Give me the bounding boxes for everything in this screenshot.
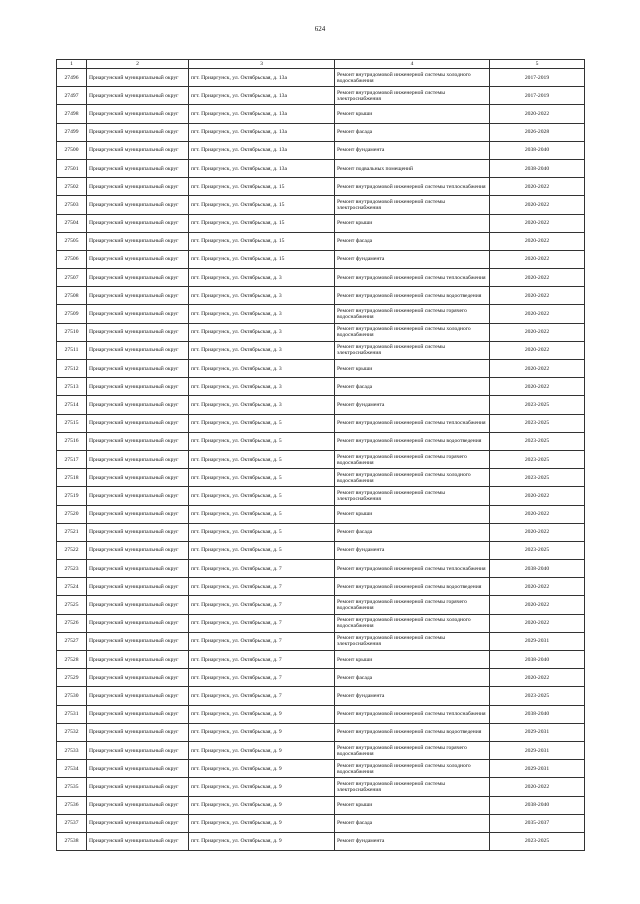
row-number: 27510 [57,323,87,341]
address-cell: пгт. Приаргунск, ул. Октябрьская, д. 3 [189,269,335,287]
row-number: 27533 [57,741,87,759]
municipality-cell: Приаргунский муниципальный округ [87,469,189,487]
table-row [57,651,585,669]
table-row [57,541,585,559]
work-type-cell: Ремонт внутридомовой инженерной системы холодного водоснабжения [335,614,490,632]
table-row [57,123,585,141]
table-row [57,760,585,778]
table-row [57,614,585,632]
period-cell: 2020-2022 [490,487,585,505]
address-cell: пгт. Приаргунск, ул. Октябрьская, д. 13а [189,141,335,159]
table-row [57,560,585,578]
address-cell: пгт. Приаргунск, ул. Октябрьская, д. 9 [189,832,335,850]
municipality-cell: Приаргунский муниципальный округ [87,432,189,450]
period-cell: 2020-2022 [490,178,585,196]
row-number: 27497 [57,87,87,105]
table-row [57,687,585,705]
work-type-cell: Ремонт внутридомовой инженерной системы горячего водоснабжения [335,596,490,614]
row-number: 27526 [57,614,87,632]
municipality-cell: Приаргунский муниципальный округ [87,341,189,359]
work-type-cell: Ремонт фундамента [335,396,490,414]
period-cell: 2023-2025 [490,687,585,705]
row-number: 27529 [57,669,87,687]
work-type-cell: Ремонт крыши [335,505,490,523]
municipality-cell: Приаргунский муниципальный округ [87,196,189,214]
work-type-cell: Ремонт внутридомовой инженерной системы теплоснабжения [335,178,490,196]
row-number: 27516 [57,432,87,450]
table-row [57,578,585,596]
period-cell: 2020-2022 [490,614,585,632]
row-number: 27502 [57,178,87,196]
municipality-cell: Приаргунский муниципальный округ [87,705,189,723]
work-type-cell: Ремонт внутридомовой инженерной системы водоотведения [335,578,490,596]
municipality-cell: Приаргунский муниципальный округ [87,87,189,105]
table-row [57,214,585,232]
table-row [57,287,585,305]
period-cell: 2038-2040 [490,651,585,669]
municipality-cell: Приаргунский муниципальный округ [87,578,189,596]
table-row [57,396,585,414]
table-row [57,796,585,814]
address-cell: пгт. Приаргунск, ул. Октябрьская, д. 7 [189,614,335,632]
address-cell: пгт. Приаргунск, ул. Октябрьская, д. 5 [189,469,335,487]
work-type-cell: Ремонт фасада [335,378,490,396]
address-cell: пгт. Приаргунск, ул. Октябрьская, д. 9 [189,705,335,723]
table-row [57,723,585,741]
work-type-cell: Ремонт фасада [335,123,490,141]
address-cell: пгт. Приаргунск, ул. Октябрьская, д. 5 [189,432,335,450]
table-row [57,250,585,268]
table-row [57,432,585,450]
work-type-cell: Ремонт внутридомовой инженерной системы горячего водоснабжения [335,741,490,759]
work-type-cell: Ремонт внутридомовой инженерной системы теплоснабжения [335,414,490,432]
period-cell: 2029-2031 [490,760,585,778]
row-number: 27514 [57,396,87,414]
table-row [57,141,585,159]
municipality-cell: Приаргунский муниципальный округ [87,832,189,850]
municipality-cell: Приаргунский муниципальный округ [87,396,189,414]
work-type-cell: Ремонт внутридомовой инженерной системы водоотведения [335,723,490,741]
row-number: 27532 [57,723,87,741]
row-number: 27520 [57,505,87,523]
row-number: 27498 [57,105,87,123]
address-cell: пгт. Приаргунск, ул. Октябрьская, д. 9 [189,760,335,778]
row-number: 27535 [57,778,87,796]
table-row [57,87,585,105]
column-header: 1 [57,60,87,69]
period-cell: 2020-2022 [490,341,585,359]
period-cell: 2017-2019 [490,87,585,105]
row-number: 27504 [57,214,87,232]
address-cell: пгт. Приаргунск, ул. Октябрьская, д. 7 [189,687,335,705]
address-cell: пгт. Приаргунск, ул. Октябрьская, д. 15 [189,178,335,196]
row-number: 27517 [57,450,87,468]
period-cell: 2023-2025 [490,469,585,487]
municipality-cell: Приаргунский муниципальный округ [87,687,189,705]
repair-schedule-table [56,59,585,851]
table-row [57,323,585,341]
municipality-cell: Приаргунский муниципальный округ [87,323,189,341]
period-cell: 2020-2022 [490,669,585,687]
work-type-cell: Ремонт крыши [335,105,490,123]
row-number: 27515 [57,414,87,432]
address-cell: пгт. Приаргунск, ул. Октябрьская, д. 3 [189,305,335,323]
municipality-cell: Приаргунский муниципальный округ [87,541,189,559]
period-cell: 2038-2040 [490,141,585,159]
table-body [57,69,585,851]
address-cell: пгт. Приаргунск, ул. Октябрьская, д. 7 [189,669,335,687]
period-cell: 2038-2040 [490,159,585,177]
work-type-cell: Ремонт внутридомовой инженерной системы электроснабжения [335,632,490,650]
municipality-cell: Приаргунский муниципальный округ [87,523,189,541]
table-row [57,669,585,687]
work-type-cell: Ремонт фасада [335,814,490,832]
period-cell: 2017-2019 [490,69,585,87]
table-row [57,232,585,250]
municipality-cell: Приаргунский муниципальный округ [87,232,189,250]
municipality-cell: Приаргунский муниципальный округ [87,614,189,632]
work-type-cell: Ремонт внутридомовой инженерной системы холодного водоснабжения [335,69,490,87]
address-cell: пгт. Приаргунск, ул. Октябрьская, д. 9 [189,723,335,741]
table-row [57,105,585,123]
municipality-cell: Приаргунский муниципальный округ [87,450,189,468]
municipality-cell: Приаргунский муниципальный округ [87,287,189,305]
address-cell: пгт. Приаргунск, ул. Октябрьская, д. 9 [189,814,335,832]
table-row [57,505,585,523]
address-cell: пгт. Приаргунск, ул. Октябрьская, д. 13а [189,87,335,105]
address-cell: пгт. Приаргунск, ул. Октябрьская, д. 3 [189,360,335,378]
address-cell: пгт. Приаргунск, ул. Октябрьская, д. 15 [189,196,335,214]
table-row [57,341,585,359]
address-cell: пгт. Приаргунск, ул. Октябрьская, д. 3 [189,378,335,396]
work-type-cell: Ремонт внутридомовой инженерной системы электроснабжения [335,196,490,214]
row-number: 27501 [57,159,87,177]
table-row [57,196,585,214]
row-number: 27507 [57,269,87,287]
address-cell: пгт. Приаргунск, ул. Октябрьская, д. 13а [189,159,335,177]
row-number: 27523 [57,560,87,578]
work-type-cell: Ремонт внутридомовой инженерной системы горячего водоснабжения [335,450,490,468]
municipality-cell: Приаргунский муниципальный округ [87,760,189,778]
work-type-cell: Ремонт крыши [335,651,490,669]
work-type-cell: Ремонт внутридомовой инженерной системы горячего водоснабжения [335,305,490,323]
row-number: 27522 [57,541,87,559]
row-number: 27496 [57,69,87,87]
row-number: 27538 [57,832,87,850]
column-header: 2 [87,60,189,69]
period-cell: 2020-2022 [490,378,585,396]
column-header: 5 [490,60,585,69]
municipality-cell: Приаргунский муниципальный округ [87,796,189,814]
period-cell: 2020-2022 [490,250,585,268]
row-number: 27519 [57,487,87,505]
municipality-cell: Приаргунский муниципальный округ [87,723,189,741]
address-cell: пгт. Приаргунск, ул. Октябрьская, д. 3 [189,323,335,341]
work-type-cell: Ремонт фасада [335,523,490,541]
row-number: 27531 [57,705,87,723]
table-row [57,705,585,723]
row-number: 27512 [57,360,87,378]
municipality-cell: Приаргунский муниципальный округ [87,632,189,650]
municipality-cell: Приаргунский муниципальный округ [87,596,189,614]
address-cell: пгт. Приаргунск, ул. Октябрьская, д. 13а [189,69,335,87]
row-number: 27534 [57,760,87,778]
period-cell: 2020-2022 [490,105,585,123]
municipality-cell: Приаргунский муниципальный округ [87,560,189,578]
address-cell: пгт. Приаргунск, ул. Октябрьская, д. 5 [189,523,335,541]
period-cell: 2029-2031 [490,741,585,759]
work-type-cell: Ремонт крыши [335,360,490,378]
table-row [57,414,585,432]
period-cell: 2020-2022 [490,287,585,305]
period-cell: 2020-2022 [490,323,585,341]
address-cell: пгт. Приаргунск, ул. Октябрьская, д. 5 [189,450,335,468]
table-row [57,178,585,196]
municipality-cell: Приаргунский муниципальный округ [87,269,189,287]
table-row [57,487,585,505]
table-row [57,269,585,287]
municipality-cell: Приаргунский муниципальный округ [87,378,189,396]
municipality-cell: Приаргунский муниципальный округ [87,741,189,759]
work-type-cell: Ремонт фасада [335,232,490,250]
row-number: 27506 [57,250,87,268]
municipality-cell: Приаргунский муниципальный округ [87,487,189,505]
work-type-cell: Ремонт внутридомовой инженерной системы электроснабжения [335,87,490,105]
work-type-cell: Ремонт фундамента [335,541,490,559]
period-cell: 2023-2025 [490,541,585,559]
municipality-cell: Приаргунский муниципальный округ [87,69,189,87]
work-type-cell: Ремонт внутридомовой инженерной системы теплоснабжения [335,560,490,578]
period-cell: 2020-2022 [490,305,585,323]
row-number: 27525 [57,596,87,614]
work-type-cell: Ремонт внутридомовой инженерной системы водоотведения [335,287,490,305]
period-cell: 2020-2022 [490,778,585,796]
table-row [57,523,585,541]
municipality-cell: Приаргунский муниципальный округ [87,105,189,123]
municipality-cell: Приаргунский муниципальный округ [87,778,189,796]
row-number: 27505 [57,232,87,250]
table-row [57,378,585,396]
address-cell: пгт. Приаргунск, ул. Октябрьская, д. 13а [189,105,335,123]
work-type-cell: Ремонт подвальных помещений [335,159,490,177]
column-number-row [57,60,585,69]
work-type-cell: Ремонт внутридомовой инженерной системы электроснабжения [335,487,490,505]
row-number: 27530 [57,687,87,705]
row-number: 27537 [57,814,87,832]
work-type-cell: Ремонт фасада [335,669,490,687]
row-number: 27527 [57,632,87,650]
period-cell: 2020-2022 [490,505,585,523]
row-number: 27508 [57,287,87,305]
row-number: 27500 [57,141,87,159]
work-type-cell: Ремонт внутридомовой инженерной системы теплоснабжения [335,269,490,287]
period-cell: 2020-2022 [490,360,585,378]
column-header: 4 [335,60,490,69]
municipality-cell: Приаргунский муниципальный округ [87,178,189,196]
address-cell: пгт. Приаргунск, ул. Октябрьская, д. 7 [189,651,335,669]
row-number: 27518 [57,469,87,487]
address-cell: пгт. Приаргунск, ул. Октябрьская, д. 15 [189,232,335,250]
period-cell: 2038-2040 [490,560,585,578]
period-cell: 2029-2031 [490,723,585,741]
table-row [57,741,585,759]
column-header: 3 [189,60,335,69]
period-cell: 2026-2028 [490,123,585,141]
address-cell: пгт. Приаргунск, ул. Октябрьская, д. 3 [189,341,335,359]
row-number: 27536 [57,796,87,814]
work-type-cell: Ремонт крыши [335,214,490,232]
municipality-cell: Приаргунский муниципальный округ [87,250,189,268]
period-cell: 2023-2025 [490,832,585,850]
municipality-cell: Приаргунский муниципальный округ [87,814,189,832]
period-cell: 2020-2022 [490,578,585,596]
period-cell: 2038-2040 [490,796,585,814]
address-cell: пгт. Приаргунск, ул. Октябрьская, д. 7 [189,632,335,650]
period-cell: 2029-2031 [490,632,585,650]
period-cell: 2023-2025 [490,414,585,432]
municipality-cell: Приаргунский муниципальный округ [87,414,189,432]
work-type-cell: Ремонт крыши [335,796,490,814]
address-cell: пгт. Приаргунск, ул. Октябрьская, д. 5 [189,541,335,559]
municipality-cell: Приаргунский муниципальный округ [87,123,189,141]
work-type-cell: Ремонт фундамента [335,141,490,159]
address-cell: пгт. Приаргунск, ул. Октябрьская, д. 7 [189,596,335,614]
period-cell: 2038-2040 [490,705,585,723]
table-row [57,814,585,832]
municipality-cell: Приаргунский муниципальный округ [87,141,189,159]
period-cell: 2020-2022 [490,196,585,214]
row-number: 27503 [57,196,87,214]
period-cell: 2020-2022 [490,269,585,287]
address-cell: пгт. Приаргунск, ул. Октябрьская, д. 3 [189,396,335,414]
page-number: 624 [314,25,326,33]
address-cell: пгт. Приаргунск, ул. Октябрьская, д. 5 [189,505,335,523]
address-cell: пгт. Приаргунск, ул. Октябрьская, д. 5 [189,487,335,505]
address-cell: пгт. Приаргунск, ул. Октябрьская, д. 15 [189,214,335,232]
row-number: 27511 [57,341,87,359]
address-cell: пгт. Приаргунск, ул. Октябрьская, д. 9 [189,778,335,796]
period-cell: 2023-2025 [490,432,585,450]
table-row [57,596,585,614]
row-number: 27509 [57,305,87,323]
row-number: 27528 [57,651,87,669]
address-cell: пгт. Приаргунск, ул. Октябрьская, д. 5 [189,414,335,432]
period-cell: 2035-2037 [490,814,585,832]
period-cell: 2020-2022 [490,523,585,541]
table-row [57,159,585,177]
table-row [57,450,585,468]
work-type-cell: Ремонт фундамента [335,687,490,705]
municipality-cell: Приаргунский муниципальный округ [87,505,189,523]
period-cell: 2023-2025 [490,450,585,468]
table-row [57,69,585,87]
table-row [57,778,585,796]
work-type-cell: Ремонт внутридомовой инженерной системы водоотведения [335,432,490,450]
row-number: 27499 [57,123,87,141]
municipality-cell: Приаргунский муниципальный округ [87,651,189,669]
municipality-cell: Приаргунский муниципальный округ [87,669,189,687]
row-number: 27524 [57,578,87,596]
address-cell: пгт. Приаргунск, ул. Октябрьская, д. 9 [189,796,335,814]
municipality-cell: Приаргунский муниципальный округ [87,360,189,378]
table-row [57,632,585,650]
work-type-cell: Ремонт фундамента [335,832,490,850]
address-cell: пгт. Приаргунск, ул. Октябрьская, д. 7 [189,560,335,578]
table-row [57,832,585,850]
work-type-cell: Ремонт внутридомовой инженерной системы электроснабжения [335,778,490,796]
address-cell: пгт. Приаргунск, ул. Октябрьская, д. 9 [189,741,335,759]
address-cell: пгт. Приаргунск, ул. Октябрьская, д. 7 [189,578,335,596]
row-number: 27521 [57,523,87,541]
period-cell: 2020-2022 [490,596,585,614]
work-type-cell: Ремонт внутридомовой инженерной системы теплоснабжения [335,705,490,723]
period-cell: 2020-2022 [490,232,585,250]
work-type-cell: Ремонт внутридомовой инженерной системы холодного водоснабжения [335,323,490,341]
table-row [57,469,585,487]
table-row [57,305,585,323]
municipality-cell: Приаргунский муниципальный округ [87,305,189,323]
period-cell: 2020-2022 [490,214,585,232]
address-cell: пгт. Приаргунск, ул. Октябрьская, д. 3 [189,287,335,305]
row-number: 27513 [57,378,87,396]
work-type-cell: Ремонт внутридомовой инженерной системы холодного водоснабжения [335,760,490,778]
period-cell: 2023-2025 [490,396,585,414]
address-cell: пгт. Приаргунск, ул. Октябрьская, д. 15 [189,250,335,268]
work-type-cell: Ремонт внутридомовой инженерной системы холодного водоснабжения [335,469,490,487]
municipality-cell: Приаргунский муниципальный округ [87,159,189,177]
municipality-cell: Приаргунский муниципальный округ [87,214,189,232]
work-type-cell: Ремонт фундамента [335,250,490,268]
address-cell: пгт. Приаргунск, ул. Октябрьская, д. 13а [189,123,335,141]
table-row [57,360,585,378]
work-type-cell: Ремонт внутридомовой инженерной системы электроснабжения [335,341,490,359]
